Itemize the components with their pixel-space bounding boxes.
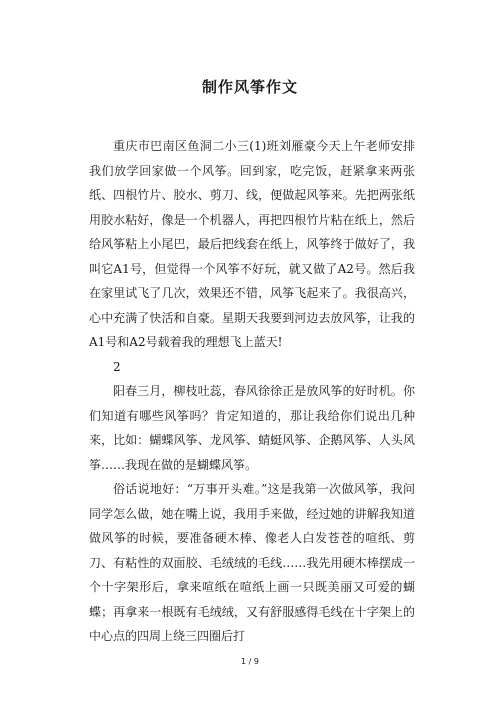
document-body bbox=[89, 134, 415, 649]
page-indicator: 1 / 9 bbox=[241, 657, 259, 666]
paragraph-2: 阳春三月，柳枝吐蕊，春风徐徐正是放风筝的好时机。你们知道有哪些风筝吗？肯定知道的，那让我给你们说出几种来，比如：蝴蝶风筝、龙风筝、蜻蜓风筝、企鹅风筝、人头风筝……我现在做的是蝴蝶风筝。 bbox=[89, 384, 415, 472]
document-title: 制作风筝作文 bbox=[201, 78, 298, 96]
section-number: 2 bbox=[113, 359, 121, 374]
paragraph-1: 重庆市巴南区鱼洞二小三(1)班刘雁豪今天上午老师安排我们放学回家做一个风筝。回到家，吃完饭，赶紧拿来两张纸、四根竹片、胶水、剪刀、线，便做起风筝来。先把两张纸用胶水粘好，像是一个机器人，再把四根竹片粘在纸上，然后给风筝粘上小尾巴，最后把线套在纸上，风筝终于做好了，我叫它A1号，但觉得一个风筝不好玩，就又做了A2号。然后我在家里试飞了几次，效果还不错，风筝飞起来了。我很高兴，心中充满了快活和自豪。星期天我要到河边去放风筝，让我的A1号和A2号载着我的理想飞上蓝天! bbox=[89, 139, 415, 349]
paragraph-3: 俗话说地好：“万事开头难。”这是我第一次做风筝，我问同学怎么做，她在嘴上说，我用手来做，经过她的讲解我知道做风筝的时候，要准备硬木棒、像老人白发苍苍的喧纸、剪刀、有粘性的双面胶、毛绒绒的毛线……我先用硬木棒摆成一个十字架形后，拿来喧纸在喧纸上画一只既美丽又可爱的蝴蝶；再拿来一根既有毛绒绒，又有舒服感得毛线在十字架上的中心点的四周上绕三四圈后打 bbox=[89, 482, 415, 643]
